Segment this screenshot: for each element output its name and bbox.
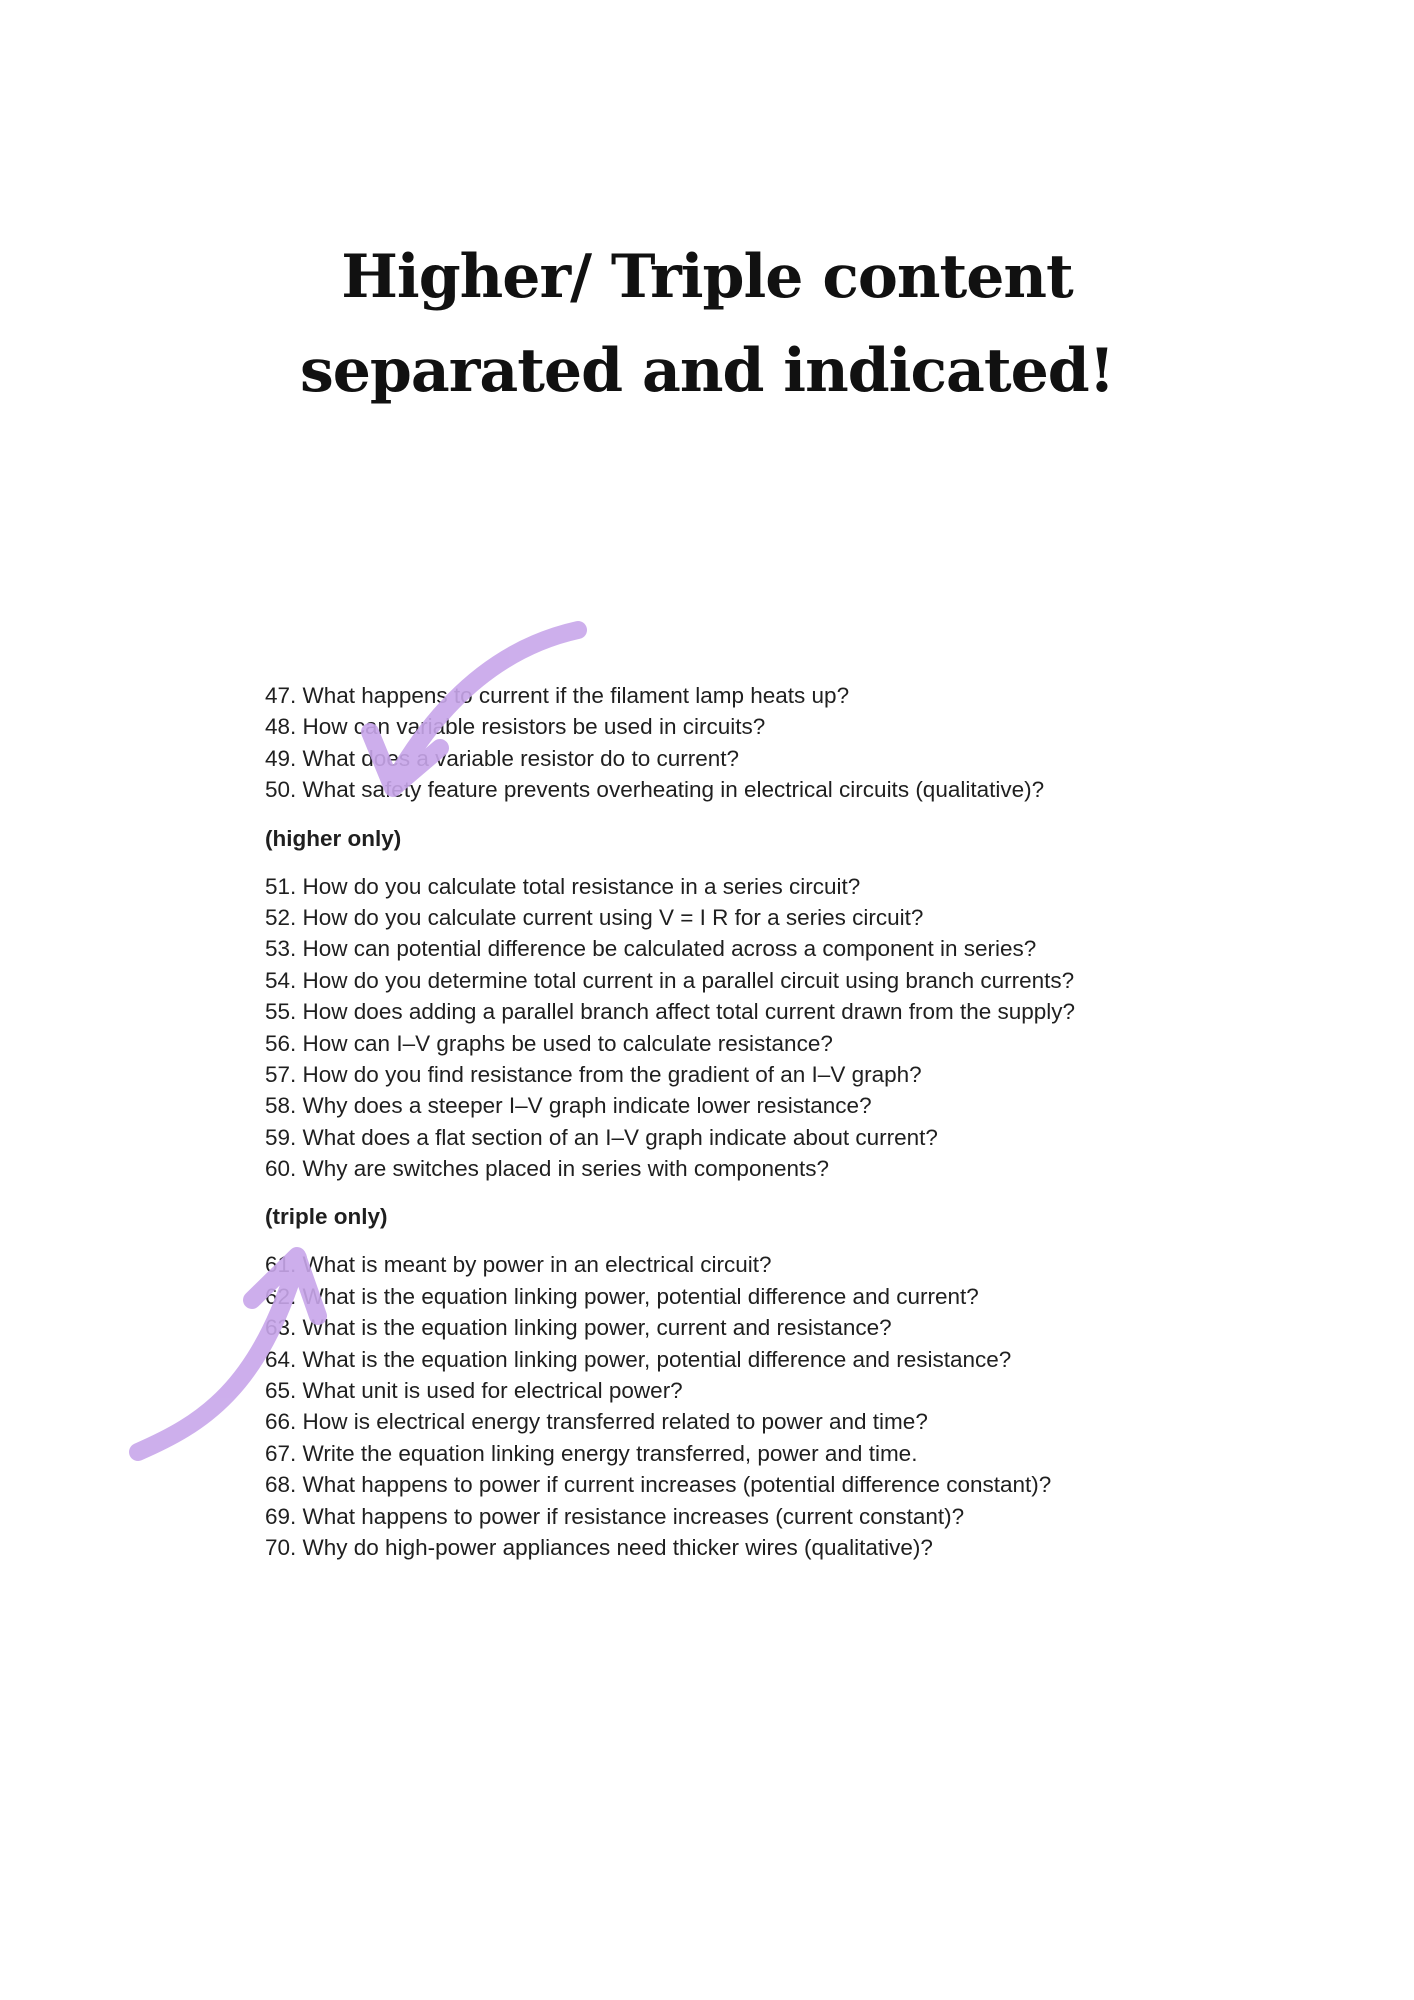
question-item: 66. How is electrical energy transferred related to power and time?	[265, 1409, 928, 1435]
question-item: 60. Why are switches placed in series with components?	[265, 1156, 830, 1182]
question-item: 56. How can I–V graphs be used to calculate resistance?	[265, 1030, 833, 1056]
question-item: 47. What happens to current if the filament lamp heats up?	[265, 683, 850, 708]
headline-line-2: separated and indicated!	[299, 336, 1115, 406]
headline-line-1: Higher/ Triple content	[341, 242, 1073, 312]
question-item: 51. How do you calculate total resistance in a series circuit?	[265, 873, 861, 899]
question-item: 58. Why does a steeper I–V graph indicate lower resistance?	[265, 1093, 872, 1119]
question-item: 50. What safety feature prevents overheating in electrical circuits (qualitative)?	[265, 777, 1045, 803]
higher-only-label: (higher only)	[265, 825, 402, 851]
question-item: 70. Why do high-power appliances need thicker wires (qualitative)?	[265, 1534, 933, 1560]
question-group-triple	[265, 1249, 1265, 1563]
question-item: 65. What unit is used for electrical power?	[265, 1378, 683, 1404]
question-group-standard	[265, 680, 1265, 806]
question-item: 67. Write the equation linking energy transferred, power and time.	[265, 1440, 918, 1466]
question-item: 68. What happens to power if current increases (potential difference constant)?	[265, 1472, 1052, 1498]
question-item: 61. What is meant by power in an electrical circuit?	[265, 1252, 772, 1278]
triple-only-label: (triple only)	[265, 1204, 388, 1230]
question-item: 62. What is the equation linking power, potential difference and current?	[265, 1283, 979, 1309]
question-item: 57. How do you find resistance from the gradient of an I–V graph?	[265, 1061, 922, 1087]
question-item: 64. What is the equation linking power, potential difference and resistance?	[265, 1346, 1012, 1372]
question-item: 54. How do you determine total current in a parallel circuit using branch currents?	[265, 967, 1075, 993]
question-item: 52. How do you calculate current using V = I R for a series circuit?	[265, 904, 924, 930]
question-group-higher	[265, 871, 1265, 1185]
question-item: 49. What does a variable resistor do to current?	[265, 745, 739, 771]
question-item: 48. How can variable resistors be used in circuits?	[265, 714, 766, 740]
question-list	[265, 680, 1265, 1563]
question-item: 55. How does adding a parallel branch affect total current drawn from the supply?	[265, 999, 1076, 1025]
question-item: 63. What is the equation linking power, current and resistance?	[265, 1315, 892, 1341]
question-item: 53. How can potential difference be calculated across a component in series?	[265, 936, 1037, 962]
question-item: 59. What does a flat section of an I–V graph indicate about current?	[265, 1124, 938, 1150]
headline	[0, 230, 1414, 418]
question-item: 69. What happens to power if resistance increases (current constant)?	[265, 1503, 965, 1529]
